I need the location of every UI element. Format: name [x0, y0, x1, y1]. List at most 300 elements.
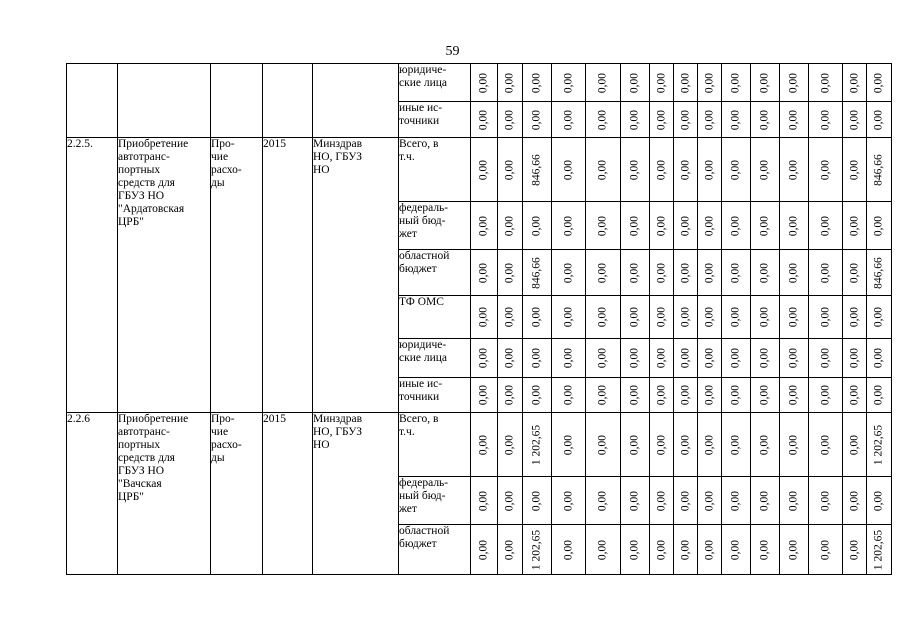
amount-value: 0,00 — [596, 347, 609, 369]
amount-value: 0,00 — [848, 215, 860, 236]
amount-cell — [751, 296, 780, 339]
amount-value: 0,00 — [729, 72, 742, 93]
amount-cell — [698, 64, 722, 102]
amount-cell — [586, 339, 621, 378]
amount-cell — [809, 250, 843, 296]
amount-cell — [523, 477, 552, 525]
amount-value: 0,00 — [655, 109, 667, 130]
amount-value: 0,00 — [758, 347, 771, 369]
amount-value: 0,00 — [530, 72, 543, 93]
amount-cell — [722, 477, 751, 525]
amount-cell — [780, 413, 809, 477]
page-number: 59 — [445, 44, 460, 59]
amount-cell — [523, 296, 552, 339]
amount-value: 0,00 — [477, 262, 490, 283]
funding-source: юридиче- ские лица — [399, 64, 471, 102]
project-year: 2015 — [263, 138, 313, 413]
amount-cell — [650, 138, 674, 202]
amount-value: 0,00 — [787, 434, 800, 455]
amount-cell — [498, 477, 523, 525]
amount-value: 0,00 — [530, 215, 543, 236]
amount-value: 0,00 — [848, 72, 860, 93]
amount-cell — [843, 296, 867, 339]
amount-value: 0,00 — [819, 434, 831, 455]
amount-cell — [809, 339, 843, 378]
amount-value: 0,00 — [477, 215, 490, 236]
amount-cell — [552, 378, 586, 413]
amount-cell — [621, 378, 650, 413]
project-executor: Минздрав НО, ГБУЗ НО — [313, 138, 399, 413]
amount-cell — [674, 296, 698, 339]
amount-value: 0,00 — [477, 539, 490, 560]
amount-cell — [471, 413, 498, 477]
amount-value: 0,00 — [848, 109, 860, 130]
amount-cell — [650, 296, 674, 339]
amount-value: 0,00 — [628, 434, 641, 455]
amount-cell — [751, 477, 780, 525]
amount-cell — [621, 296, 650, 339]
amount-value: 0,00 — [596, 434, 609, 455]
amount-value: 0,00 — [679, 109, 691, 130]
amount-cell — [780, 102, 809, 138]
amount-value: 0,00 — [628, 109, 641, 130]
amount-value: 0,00 — [703, 539, 715, 560]
amount-value: 0,00 — [596, 72, 609, 93]
amount-cell — [722, 378, 751, 413]
amount-value: 0,00 — [596, 306, 609, 328]
amount-cell — [722, 202, 751, 250]
funding-source: федераль- ный бюд- жет — [399, 202, 471, 250]
amount-cell — [698, 296, 722, 339]
amount-cell — [674, 64, 698, 102]
amount-cell — [471, 525, 498, 575]
amount-value: 0,00 — [703, 490, 715, 511]
amount-value: 0,00 — [729, 306, 742, 328]
amount-cell — [751, 250, 780, 296]
amount-value: 0,00 — [758, 384, 771, 406]
amount-value: 0,00 — [787, 109, 800, 130]
amount-cell — [523, 250, 552, 296]
amount-cell — [552, 296, 586, 339]
amount-cell — [674, 477, 698, 525]
table-row — [67, 64, 892, 102]
amount-cell — [621, 250, 650, 296]
amount-value: 0,00 — [628, 306, 641, 328]
amount-cell — [586, 525, 621, 575]
amount-cell — [698, 202, 722, 250]
amount-value: 0,00 — [477, 159, 490, 180]
amount-cell — [809, 64, 843, 102]
expense-direction — [211, 64, 263, 138]
amount-value: 0,00 — [679, 434, 691, 455]
amount-value: 846,66 — [530, 256, 543, 289]
amount-cell — [650, 202, 674, 250]
amount-value: 0,00 — [503, 539, 516, 560]
amount-cell — [552, 64, 586, 102]
amount-value: 0,00 — [848, 490, 860, 511]
amount-cell — [586, 250, 621, 296]
amount-value: 0,00 — [503, 72, 516, 93]
amount-cell — [698, 138, 722, 202]
amount-cell — [698, 339, 722, 378]
amount-cell — [722, 250, 751, 296]
amount-value: 0,00 — [819, 490, 831, 511]
amount-cell — [523, 138, 552, 202]
amount-cell — [498, 413, 523, 477]
amount-cell — [867, 138, 892, 202]
amount-cell — [498, 138, 523, 202]
amount-value: 0,00 — [758, 72, 771, 93]
amount-cell — [650, 378, 674, 413]
amount-value: 0,00 — [655, 72, 667, 93]
amount-value: 0,00 — [503, 384, 516, 406]
amount-value: 0,00 — [729, 490, 742, 511]
amount-value: 0,00 — [729, 539, 742, 560]
amount-cell — [523, 378, 552, 413]
amount-cell — [809, 413, 843, 477]
amount-value: 1 202,65 — [530, 424, 543, 465]
amount-cell — [809, 477, 843, 525]
amount-value: 0,00 — [628, 215, 641, 236]
amount-value: 0,00 — [596, 490, 609, 511]
amount-cell — [843, 378, 867, 413]
amount-value: 0,00 — [703, 109, 715, 130]
amount-cell — [498, 202, 523, 250]
amount-value: 0,00 — [596, 262, 609, 283]
amount-value: 0,00 — [729, 434, 742, 455]
amount-value: 0,00 — [679, 539, 691, 560]
amount-value: 0,00 — [655, 262, 667, 283]
funding-source: федераль- ный бюд- жет — [399, 477, 471, 525]
amount-cell — [586, 413, 621, 477]
amount-value: 0,00 — [477, 109, 490, 130]
amount-cell — [552, 138, 586, 202]
amount-value: 0,00 — [562, 434, 574, 455]
amount-value: 0,00 — [703, 159, 715, 180]
amount-cell — [552, 250, 586, 296]
project-name: Приобретение автотранс- портных средств для ГБУЗ НО "Вачская ЦРБ" — [118, 413, 211, 575]
amount-cell — [586, 202, 621, 250]
funding-source: областной бюджет — [399, 250, 471, 296]
funding-source: иные ис- точники — [399, 378, 471, 413]
amount-cell — [674, 378, 698, 413]
amount-value: 0,00 — [872, 490, 885, 511]
amount-value: 0,00 — [503, 159, 516, 180]
amount-value: 0,00 — [477, 72, 490, 93]
amount-value: 0,00 — [628, 347, 641, 369]
amount-cell — [621, 477, 650, 525]
amount-cell — [809, 378, 843, 413]
amount-value: 0,00 — [787, 347, 800, 369]
amount-value: 0,00 — [679, 347, 691, 369]
amount-cell — [751, 378, 780, 413]
amount-cell — [621, 339, 650, 378]
amount-value: 0,00 — [562, 384, 574, 406]
amount-cell — [471, 138, 498, 202]
amount-cell — [552, 477, 586, 525]
amount-value: 0,00 — [819, 262, 831, 283]
amount-value: 0,00 — [819, 109, 831, 130]
amount-value: 0,00 — [819, 159, 831, 180]
amount-cell — [523, 64, 552, 102]
amount-value: 0,00 — [596, 215, 609, 236]
amount-cell — [471, 250, 498, 296]
amount-cell — [751, 339, 780, 378]
amount-cell — [471, 202, 498, 250]
amount-cell — [698, 378, 722, 413]
amount-cell — [780, 202, 809, 250]
amount-value: 0,00 — [562, 490, 574, 511]
amount-value: 0,00 — [596, 109, 609, 130]
amount-value: 0,00 — [655, 306, 667, 328]
amount-cell — [674, 339, 698, 378]
amount-cell — [586, 378, 621, 413]
amount-cell — [674, 525, 698, 575]
amount-cell — [621, 202, 650, 250]
amount-value: 0,00 — [758, 262, 771, 283]
amount-value: 0,00 — [679, 72, 691, 93]
amount-value: 0,00 — [819, 384, 831, 406]
amount-cell — [674, 138, 698, 202]
amount-cell — [867, 413, 892, 477]
amount-cell — [523, 102, 552, 138]
amount-cell — [621, 64, 650, 102]
amount-cell — [650, 339, 674, 378]
budget-table — [66, 63, 892, 575]
amount-cell — [751, 138, 780, 202]
amount-cell — [586, 296, 621, 339]
amount-value: 0,00 — [562, 306, 574, 328]
amount-value: 0,00 — [655, 347, 667, 369]
amount-value: 0,00 — [729, 159, 742, 180]
amount-value: 0,00 — [848, 306, 860, 328]
amount-cell — [523, 525, 552, 575]
amount-value: 0,00 — [758, 490, 771, 511]
amount-cell — [809, 525, 843, 575]
amount-value: 0,00 — [655, 434, 667, 455]
amount-cell — [523, 202, 552, 250]
amount-cell — [621, 138, 650, 202]
amount-cell — [843, 477, 867, 525]
amount-value: 0,00 — [562, 215, 574, 236]
amount-cell — [471, 339, 498, 378]
amount-value: 0,00 — [503, 434, 516, 455]
amount-value: 0,00 — [872, 347, 885, 369]
amount-value: 0,00 — [758, 434, 771, 455]
amount-cell — [867, 477, 892, 525]
amount-cell — [552, 102, 586, 138]
amount-cell — [809, 296, 843, 339]
project-executor — [313, 64, 399, 138]
amount-value: 1 202,65 — [872, 529, 885, 570]
amount-value: 0,00 — [848, 347, 860, 369]
amount-cell — [650, 525, 674, 575]
amount-cell — [650, 102, 674, 138]
amount-cell — [867, 250, 892, 296]
amount-value: 0,00 — [729, 347, 742, 369]
amount-cell — [722, 296, 751, 339]
table-row — [67, 413, 892, 477]
amount-value: 0,00 — [848, 384, 860, 406]
amount-value: 0,00 — [562, 347, 574, 369]
amount-value: 0,00 — [848, 539, 860, 560]
amount-value: 0,00 — [679, 159, 691, 180]
amount-value: 0,00 — [819, 347, 831, 369]
amount-value: 0,00 — [787, 159, 800, 180]
amount-value: 0,00 — [703, 215, 715, 236]
project-executor: Минздрав НО, ГБУЗ НО — [313, 413, 399, 575]
amount-cell — [621, 413, 650, 477]
amount-value: 0,00 — [819, 306, 831, 328]
project-name — [118, 64, 211, 138]
amount-value: 846,66 — [872, 153, 885, 186]
amount-value: 0,00 — [872, 215, 885, 236]
amount-value: 0,00 — [503, 306, 516, 328]
amount-cell — [586, 477, 621, 525]
amount-value: 0,00 — [819, 539, 831, 560]
amount-value: 0,00 — [872, 72, 885, 93]
amount-value: 0,00 — [679, 384, 691, 406]
amount-value: 0,00 — [819, 215, 831, 236]
amount-value: 0,00 — [703, 72, 715, 93]
amount-value: 0,00 — [503, 490, 516, 511]
amount-value: 0,00 — [703, 384, 715, 406]
amount-cell — [867, 296, 892, 339]
amount-cell — [471, 64, 498, 102]
amount-cell — [722, 102, 751, 138]
amount-cell — [498, 250, 523, 296]
amount-value: 0,00 — [503, 347, 516, 369]
amount-cell — [698, 477, 722, 525]
amount-cell — [498, 102, 523, 138]
amount-value: 0,00 — [477, 306, 490, 328]
amount-value: 0,00 — [848, 434, 860, 455]
amount-value: 0,00 — [562, 539, 574, 560]
amount-cell — [698, 250, 722, 296]
project-code: 2.2.5. — [67, 138, 118, 413]
amount-cell — [471, 102, 498, 138]
amount-cell — [471, 296, 498, 339]
amount-cell — [698, 525, 722, 575]
amount-value: 0,00 — [596, 384, 609, 406]
amount-cell — [751, 413, 780, 477]
amount-cell — [722, 525, 751, 575]
amount-value: 0,00 — [503, 109, 516, 130]
amount-value: 846,66 — [530, 153, 543, 186]
amount-value: 0,00 — [787, 262, 800, 283]
amount-cell — [498, 525, 523, 575]
amount-cell — [780, 339, 809, 378]
amount-cell — [809, 202, 843, 250]
table-row — [67, 138, 892, 202]
amount-cell — [650, 250, 674, 296]
amount-cell — [498, 64, 523, 102]
amount-cell — [780, 138, 809, 202]
amount-value: 0,00 — [477, 434, 490, 455]
amount-value: 0,00 — [655, 539, 667, 560]
amount-value: 0,00 — [787, 215, 800, 236]
amount-value: 0,00 — [530, 347, 543, 369]
amount-cell — [722, 138, 751, 202]
amount-cell — [843, 64, 867, 102]
funding-source: юридиче- ские лица — [399, 339, 471, 378]
amount-cell — [722, 339, 751, 378]
funding-source: иные ис- точники — [399, 102, 471, 138]
amount-value: 0,00 — [562, 262, 574, 283]
amount-cell — [843, 525, 867, 575]
amount-value: 0,00 — [628, 159, 641, 180]
expense-direction: Про- чие расхо- ды — [211, 138, 263, 413]
amount-value: 0,00 — [503, 262, 516, 283]
amount-value: 846,66 — [872, 256, 885, 289]
amount-value: 1 202,65 — [872, 424, 885, 465]
amount-value: 0,00 — [787, 384, 800, 406]
amount-value: 0,00 — [655, 159, 667, 180]
amount-value: 0,00 — [628, 539, 641, 560]
amount-cell — [552, 413, 586, 477]
amount-value: 0,00 — [562, 109, 574, 130]
amount-cell — [586, 102, 621, 138]
amount-cell — [751, 102, 780, 138]
amount-value: 0,00 — [562, 72, 574, 93]
amount-value: 0,00 — [872, 109, 885, 130]
expense-direction: Про- чие расхо- ды — [211, 413, 263, 575]
amount-value: 0,00 — [628, 384, 641, 406]
amount-cell — [780, 525, 809, 575]
amount-cell — [552, 339, 586, 378]
amount-value: 0,00 — [477, 490, 490, 511]
amount-cell — [809, 102, 843, 138]
amount-cell — [867, 339, 892, 378]
amount-value: 0,00 — [477, 347, 490, 369]
amount-cell — [552, 525, 586, 575]
amount-cell — [843, 138, 867, 202]
project-code — [67, 64, 118, 138]
amount-value: 0,00 — [729, 384, 742, 406]
project-year: 2015 — [263, 413, 313, 575]
amount-value: 0,00 — [628, 490, 641, 511]
amount-cell — [650, 477, 674, 525]
amount-cell — [843, 102, 867, 138]
amount-value: 0,00 — [758, 159, 771, 180]
funding-source: ТФ ОМС — [399, 296, 471, 339]
amount-cell — [621, 525, 650, 575]
amount-value: 0,00 — [655, 384, 667, 406]
project-code: 2.2.6 — [67, 413, 118, 575]
amount-cell — [867, 525, 892, 575]
funding-source: Всего, в т.ч. — [399, 138, 471, 202]
amount-cell — [471, 378, 498, 413]
amount-value: 0,00 — [628, 262, 641, 283]
amount-cell — [780, 64, 809, 102]
project-name: Приобретение автотранс- портных средств для ГБУЗ НО "Ардатовская ЦРБ" — [118, 138, 211, 413]
amount-value: 0,00 — [477, 384, 490, 406]
amount-value: 0,00 — [679, 490, 691, 511]
amount-cell — [722, 64, 751, 102]
amount-value: 0,00 — [655, 490, 667, 511]
amount-cell — [621, 102, 650, 138]
amount-value: 0,00 — [787, 72, 800, 93]
amount-value: 0,00 — [872, 306, 885, 328]
project-year — [263, 64, 313, 138]
amount-value: 0,00 — [758, 539, 771, 560]
amount-cell — [552, 202, 586, 250]
amount-cell — [650, 64, 674, 102]
amount-value: 0,00 — [562, 159, 574, 180]
amount-cell — [843, 250, 867, 296]
amount-cell — [722, 413, 751, 477]
amount-cell — [586, 138, 621, 202]
